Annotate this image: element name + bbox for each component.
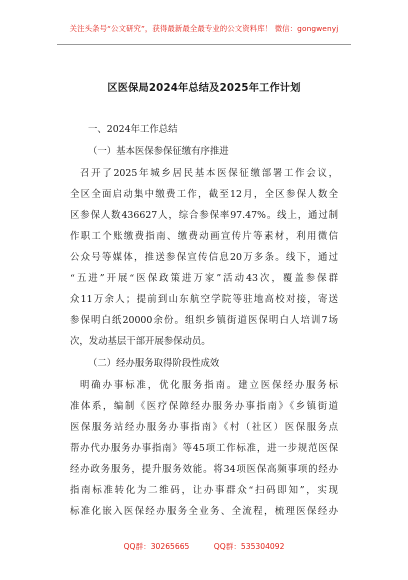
paragraph-line: 医保服务站经办服务办事指南》《村（社区）医保服务点 (70, 422, 338, 433)
paragraph-line: 经办政务服务，提升服务效能。将34项医保高频事项的经办 (70, 464, 338, 475)
document-title: 区医保局2024年总结及2025年工作计划 (107, 83, 301, 94)
paragraph-line: 众11万余人；提前到山东航空学院等驻地高校对接，寄送 (70, 294, 338, 305)
paragraph-line: 次，发动基层干部开展参保动员。 (70, 336, 211, 347)
paragraph-line: 召开了2025年城乡居民基本医保征缴部署工作会议， (80, 168, 338, 179)
subsection-heading: （一）基本医保参保征缴有序推进 (88, 146, 229, 157)
paragraph-line: 准体系，编制《医疗保障经办服务办事指南》《乡镇街道 (70, 401, 338, 412)
section-heading: 一、2024年工作总结 (88, 124, 178, 135)
paragraph-line: 区参保人数436627人，综合参保率97.47%。线上，通过制 (70, 210, 338, 221)
paragraph-line: 指南标准转化为二维码，让办事群众“扫码即知”，实现 (70, 485, 338, 496)
paragraph-line: “五进”开展“医保政策进万家”活动43次，覆盖参保群 (70, 273, 338, 284)
footer-contacts: QQ群：30265665 QQ群：535304092 (123, 542, 285, 551)
paragraph-line: 参保明白纸20000余份。组织乡镇街道医保明白人培训7场 (70, 315, 338, 326)
subsection-heading: （二）经办服务取得阶段性成效 (88, 358, 220, 369)
paragraph-line: 全区全面启动集中缴费工作，截至12月，全区参保人数全 (70, 189, 338, 200)
banner-divider (57, 44, 351, 45)
paragraph-line: 作职工个账缴费指南、缴费动画宣传片等素材，利用微信 (70, 231, 338, 242)
promo-banner: 关注头条号“公文研究”，获得最新最全最专业的公文资料库！ 微信：gongwenyj (69, 24, 339, 33)
paragraph-line: 帮办代办服务办事指南》等45项工作标准，进一步规范医保 (70, 443, 338, 454)
paragraph-line: 公众号等媒体，推送参保宣传信息20万多条。线下，通过 (70, 252, 338, 263)
paragraph-line: 标准化嵌入医保经办服务全业务、全流程，梳理医保经办 (70, 506, 338, 517)
paragraph-line: 明确办事标准，优化服务指南。建立医保经办服务标 (80, 380, 338, 391)
